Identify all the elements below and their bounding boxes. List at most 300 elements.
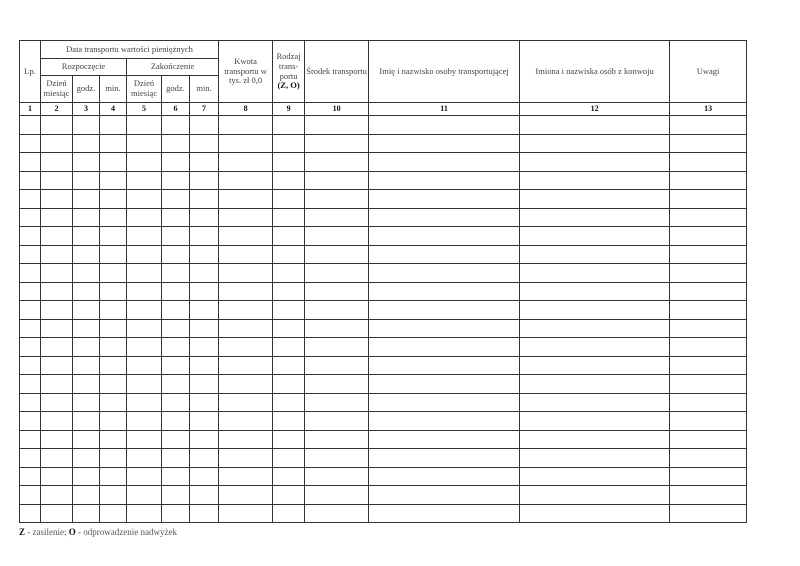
table-cell[interactable] xyxy=(41,393,73,412)
table-cell[interactable] xyxy=(41,486,73,505)
table-cell[interactable] xyxy=(41,412,73,431)
table-cell[interactable] xyxy=(190,467,219,486)
table-cell[interactable] xyxy=(73,190,100,209)
table-cell[interactable] xyxy=(127,412,162,431)
table-cell[interactable] xyxy=(190,116,219,135)
table-cell[interactable] xyxy=(305,227,369,246)
table-cell[interactable] xyxy=(127,319,162,338)
table-cell[interactable] xyxy=(127,504,162,523)
table-cell[interactable] xyxy=(127,301,162,320)
table-cell[interactable] xyxy=(670,171,747,190)
table-cell[interactable] xyxy=(219,393,273,412)
table-cell[interactable] xyxy=(369,449,520,468)
table-cell[interactable] xyxy=(305,338,369,357)
table-cell[interactable] xyxy=(162,301,190,320)
table-cell[interactable] xyxy=(670,430,747,449)
table-cell[interactable] xyxy=(190,171,219,190)
table-cell[interactable] xyxy=(73,356,100,375)
table-cell[interactable] xyxy=(369,412,520,431)
table-cell[interactable] xyxy=(273,171,305,190)
table-cell[interactable] xyxy=(520,356,670,375)
table-cell[interactable] xyxy=(73,245,100,264)
table-cell[interactable] xyxy=(369,245,520,264)
table-cell[interactable] xyxy=(190,227,219,246)
table-cell[interactable] xyxy=(162,375,190,394)
table-cell[interactable] xyxy=(520,430,670,449)
table-cell[interactable] xyxy=(20,208,41,227)
table-cell[interactable] xyxy=(219,319,273,338)
table-cell[interactable] xyxy=(670,153,747,172)
table-cell[interactable] xyxy=(100,301,127,320)
table-cell[interactable] xyxy=(520,264,670,283)
table-row xyxy=(20,319,747,338)
table-cell[interactable] xyxy=(219,375,273,394)
table-cell[interactable] xyxy=(670,375,747,394)
table-cell[interactable] xyxy=(127,356,162,375)
table-cell[interactable] xyxy=(670,282,747,301)
table-cell[interactable] xyxy=(100,375,127,394)
table-cell[interactable] xyxy=(369,190,520,209)
table-cell[interactable] xyxy=(20,134,41,153)
table-cell[interactable] xyxy=(100,208,127,227)
table-cell[interactable] xyxy=(520,190,670,209)
table-cell[interactable] xyxy=(41,504,73,523)
table-cell[interactable] xyxy=(100,245,127,264)
table-cell[interactable] xyxy=(73,393,100,412)
table-cell[interactable] xyxy=(73,449,100,468)
table-cell[interactable] xyxy=(20,467,41,486)
table-cell[interactable] xyxy=(73,227,100,246)
table-cell[interactable] xyxy=(190,449,219,468)
table-cell[interactable] xyxy=(305,208,369,227)
table-cell[interactable] xyxy=(190,190,219,209)
table-cell[interactable] xyxy=(520,338,670,357)
table-cell[interactable] xyxy=(369,393,520,412)
table-cell[interactable] xyxy=(219,301,273,320)
table-cell[interactable] xyxy=(273,153,305,172)
table-cell[interactable] xyxy=(305,245,369,264)
table-cell[interactable] xyxy=(20,319,41,338)
table-cell[interactable] xyxy=(100,171,127,190)
table-cell[interactable] xyxy=(73,504,100,523)
table-cell[interactable] xyxy=(670,264,747,283)
table-cell[interactable] xyxy=(305,134,369,153)
table-cell[interactable] xyxy=(73,171,100,190)
table-cell[interactable] xyxy=(219,190,273,209)
table-cell[interactable] xyxy=(73,338,100,357)
table-cell[interactable] xyxy=(670,338,747,357)
table-cell[interactable] xyxy=(369,171,520,190)
table-row xyxy=(20,393,747,412)
table-cell[interactable] xyxy=(73,375,100,394)
table-cell[interactable] xyxy=(100,190,127,209)
table-cell[interactable] xyxy=(20,227,41,246)
table-cell[interactable] xyxy=(670,134,747,153)
table-cell[interactable] xyxy=(369,338,520,357)
table-cell[interactable] xyxy=(20,153,41,172)
table-cell[interactable] xyxy=(219,449,273,468)
table-cell[interactable] xyxy=(127,393,162,412)
table-cell[interactable] xyxy=(127,282,162,301)
table-cell[interactable] xyxy=(41,430,73,449)
table-cell[interactable] xyxy=(162,412,190,431)
table-cell[interactable] xyxy=(100,412,127,431)
table-cell[interactable] xyxy=(670,412,747,431)
table-cell[interactable] xyxy=(273,208,305,227)
table-cell[interactable] xyxy=(162,393,190,412)
table-cell[interactable] xyxy=(162,116,190,135)
table-cell[interactable] xyxy=(369,356,520,375)
table-cell[interactable] xyxy=(273,393,305,412)
table-cell[interactable] xyxy=(20,430,41,449)
table-cell[interactable] xyxy=(20,264,41,283)
table-cell[interactable] xyxy=(305,375,369,394)
table-cell[interactable] xyxy=(520,486,670,505)
table-cell[interactable] xyxy=(41,282,73,301)
table-cell[interactable] xyxy=(219,486,273,505)
table-cell[interactable] xyxy=(670,245,747,264)
table-cell[interactable] xyxy=(305,356,369,375)
table-cell[interactable] xyxy=(190,319,219,338)
table-cell[interactable] xyxy=(219,338,273,357)
table-cell[interactable] xyxy=(670,504,747,523)
table-cell[interactable] xyxy=(100,264,127,283)
table-cell[interactable] xyxy=(127,116,162,135)
table-cell[interactable] xyxy=(20,190,41,209)
table-cell[interactable] xyxy=(305,282,369,301)
table-cell[interactable] xyxy=(190,134,219,153)
table-cell[interactable] xyxy=(20,449,41,468)
table-cell[interactable] xyxy=(73,116,100,135)
table-cell[interactable] xyxy=(162,245,190,264)
table-cell[interactable] xyxy=(369,116,520,135)
table-cell[interactable] xyxy=(100,449,127,468)
table-cell[interactable] xyxy=(190,153,219,172)
table-cell[interactable] xyxy=(73,264,100,283)
table-cell[interactable] xyxy=(41,227,73,246)
table-cell[interactable] xyxy=(20,116,41,135)
table-cell[interactable] xyxy=(162,504,190,523)
table-cell[interactable] xyxy=(100,486,127,505)
table-cell[interactable] xyxy=(41,301,73,320)
table-cell[interactable] xyxy=(162,134,190,153)
table-cell[interactable] xyxy=(73,412,100,431)
table-cell[interactable] xyxy=(162,467,190,486)
table-cell[interactable] xyxy=(369,208,520,227)
table-cell[interactable] xyxy=(305,430,369,449)
table-cell[interactable] xyxy=(273,245,305,264)
table-cell[interactable] xyxy=(20,245,41,264)
table-cell[interactable] xyxy=(100,467,127,486)
table-cell[interactable] xyxy=(219,116,273,135)
table-cell[interactable] xyxy=(520,116,670,135)
table-cell[interactable] xyxy=(190,412,219,431)
table-cell[interactable] xyxy=(273,504,305,523)
table-cell[interactable] xyxy=(190,338,219,357)
table-cell[interactable] xyxy=(127,208,162,227)
table-cell[interactable] xyxy=(100,338,127,357)
table-cell[interactable] xyxy=(219,504,273,523)
table-cell[interactable] xyxy=(305,301,369,320)
table-cell[interactable] xyxy=(520,393,670,412)
table-cell[interactable] xyxy=(41,190,73,209)
table-cell[interactable] xyxy=(190,375,219,394)
table-cell[interactable] xyxy=(20,356,41,375)
table-cell[interactable] xyxy=(190,504,219,523)
table-cell[interactable] xyxy=(670,116,747,135)
table-cell[interactable] xyxy=(20,412,41,431)
table-cell[interactable] xyxy=(670,227,747,246)
table-cell[interactable] xyxy=(369,153,520,172)
table-cell[interactable] xyxy=(100,116,127,135)
table-cell[interactable] xyxy=(20,504,41,523)
table-cell[interactable] xyxy=(73,467,100,486)
table-cell[interactable] xyxy=(162,208,190,227)
table-cell[interactable] xyxy=(41,134,73,153)
table-cell[interactable] xyxy=(369,504,520,523)
table-cell[interactable] xyxy=(162,171,190,190)
column-number: 7 xyxy=(190,103,219,116)
table-cell[interactable] xyxy=(41,153,73,172)
table-cell[interactable] xyxy=(219,171,273,190)
table-cell[interactable] xyxy=(73,486,100,505)
table-cell[interactable] xyxy=(273,134,305,153)
table-cell[interactable] xyxy=(273,467,305,486)
table-cell[interactable] xyxy=(305,504,369,523)
table-cell[interactable] xyxy=(305,171,369,190)
table-cell[interactable] xyxy=(127,486,162,505)
table-cell[interactable] xyxy=(219,356,273,375)
table-cell[interactable] xyxy=(670,319,747,338)
table-cell[interactable] xyxy=(41,208,73,227)
table-cell[interactable] xyxy=(127,430,162,449)
table-cell[interactable] xyxy=(100,319,127,338)
table-cell[interactable] xyxy=(219,227,273,246)
table-cell[interactable] xyxy=(162,264,190,283)
column-number: 10 xyxy=(305,103,369,116)
table-cell[interactable] xyxy=(127,467,162,486)
table-cell[interactable] xyxy=(369,467,520,486)
table-cell[interactable] xyxy=(520,245,670,264)
table-cell[interactable] xyxy=(127,227,162,246)
table-cell[interactable] xyxy=(273,375,305,394)
table-cell[interactable] xyxy=(219,208,273,227)
table-cell[interactable] xyxy=(100,356,127,375)
table-cell[interactable] xyxy=(305,467,369,486)
table-cell[interactable] xyxy=(273,356,305,375)
table-cell[interactable] xyxy=(520,412,670,431)
table-row xyxy=(20,375,747,394)
table-cell[interactable] xyxy=(73,282,100,301)
table-cell[interactable] xyxy=(520,282,670,301)
table-cell[interactable] xyxy=(305,264,369,283)
table-cell[interactable] xyxy=(127,375,162,394)
table-cell[interactable] xyxy=(41,245,73,264)
table-cell[interactable] xyxy=(127,190,162,209)
table-cell[interactable] xyxy=(162,356,190,375)
table-cell[interactable] xyxy=(273,486,305,505)
header-vehicle: Środek transportu xyxy=(305,41,369,103)
table-cell[interactable] xyxy=(162,338,190,357)
table-cell[interactable] xyxy=(73,319,100,338)
table-cell[interactable] xyxy=(305,393,369,412)
table-cell[interactable] xyxy=(305,412,369,431)
table-cell[interactable] xyxy=(41,171,73,190)
table-cell[interactable] xyxy=(219,430,273,449)
table-cell[interactable] xyxy=(73,430,100,449)
header-transport-type-codes: (Z, O) xyxy=(277,80,300,91)
table-cell[interactable] xyxy=(20,171,41,190)
table-cell[interactable] xyxy=(670,190,747,209)
table-cell[interactable] xyxy=(273,338,305,357)
table-cell[interactable] xyxy=(219,282,273,301)
table-cell[interactable] xyxy=(219,153,273,172)
table-cell[interactable] xyxy=(219,412,273,431)
table-cell[interactable] xyxy=(670,467,747,486)
table-cell[interactable] xyxy=(73,134,100,153)
table-cell[interactable] xyxy=(520,319,670,338)
footnote-legend xyxy=(19,527,177,537)
table-cell[interactable] xyxy=(190,264,219,283)
table-cell[interactable] xyxy=(273,301,305,320)
table-cell[interactable] xyxy=(73,153,100,172)
table-cell[interactable] xyxy=(219,467,273,486)
table-cell[interactable] xyxy=(369,486,520,505)
table-cell[interactable] xyxy=(162,227,190,246)
table-cell[interactable] xyxy=(219,134,273,153)
table-cell[interactable] xyxy=(369,264,520,283)
table-cell[interactable] xyxy=(41,338,73,357)
table-cell[interactable] xyxy=(127,245,162,264)
table-cell[interactable] xyxy=(369,319,520,338)
table-cell[interactable] xyxy=(162,319,190,338)
table-cell[interactable] xyxy=(127,153,162,172)
table-cell[interactable] xyxy=(20,393,41,412)
table-cell[interactable] xyxy=(520,467,670,486)
table-cell[interactable] xyxy=(41,449,73,468)
table-cell[interactable] xyxy=(73,208,100,227)
table-cell[interactable] xyxy=(520,171,670,190)
table-cell[interactable] xyxy=(273,190,305,209)
table-cell[interactable] xyxy=(520,227,670,246)
table-cell[interactable] xyxy=(369,301,520,320)
table-cell[interactable] xyxy=(369,227,520,246)
header-hour-end: godz. xyxy=(162,76,190,103)
table-cell[interactable] xyxy=(305,116,369,135)
table-cell[interactable] xyxy=(670,356,747,375)
table-cell[interactable] xyxy=(190,430,219,449)
table-cell[interactable] xyxy=(520,208,670,227)
table-cell[interactable] xyxy=(369,430,520,449)
table-cell[interactable] xyxy=(305,190,369,209)
table-cell[interactable] xyxy=(190,301,219,320)
table-cell[interactable] xyxy=(670,301,747,320)
table-cell[interactable] xyxy=(190,393,219,412)
table-cell[interactable] xyxy=(670,393,747,412)
table-cell[interactable] xyxy=(41,116,73,135)
table-cell[interactable] xyxy=(273,116,305,135)
table-cell[interactable] xyxy=(520,375,670,394)
table-cell[interactable] xyxy=(41,319,73,338)
table-cell[interactable] xyxy=(305,319,369,338)
table-cell[interactable] xyxy=(41,467,73,486)
table-cell[interactable] xyxy=(520,134,670,153)
table-cell[interactable] xyxy=(100,393,127,412)
table-cell[interactable] xyxy=(273,319,305,338)
table-cell[interactable] xyxy=(190,282,219,301)
table-cell[interactable] xyxy=(273,264,305,283)
table-cell[interactable] xyxy=(20,338,41,357)
table-cell[interactable] xyxy=(190,245,219,264)
table-cell[interactable] xyxy=(520,504,670,523)
table-row xyxy=(20,467,747,486)
table-cell[interactable] xyxy=(273,412,305,431)
table-cell[interactable] xyxy=(670,208,747,227)
table-cell[interactable] xyxy=(190,356,219,375)
table-cell[interactable] xyxy=(41,264,73,283)
table-row xyxy=(20,134,747,153)
table-cell[interactable] xyxy=(100,504,127,523)
table-cell[interactable] xyxy=(305,153,369,172)
table-cell[interactable] xyxy=(41,375,73,394)
table-cell[interactable] xyxy=(273,282,305,301)
table-cell[interactable] xyxy=(273,430,305,449)
table-cell[interactable] xyxy=(219,264,273,283)
table-cell[interactable] xyxy=(20,301,41,320)
table-cell[interactable] xyxy=(100,227,127,246)
table-cell[interactable] xyxy=(100,153,127,172)
table-cell[interactable] xyxy=(127,264,162,283)
table-cell[interactable] xyxy=(273,227,305,246)
table-cell[interactable] xyxy=(41,356,73,375)
table-cell[interactable] xyxy=(520,153,670,172)
table-cell[interactable] xyxy=(162,153,190,172)
table-cell[interactable] xyxy=(20,375,41,394)
table-cell[interactable] xyxy=(219,245,273,264)
table-cell[interactable] xyxy=(190,486,219,505)
table-cell[interactable] xyxy=(670,449,747,468)
table-cell[interactable] xyxy=(520,449,670,468)
header-transport-type-label: Rodzaj trans-portu xyxy=(276,50,301,81)
table-cell[interactable] xyxy=(162,190,190,209)
table-cell[interactable] xyxy=(100,282,127,301)
table-cell[interactable] xyxy=(127,171,162,190)
table-cell[interactable] xyxy=(162,282,190,301)
table-cell[interactable] xyxy=(20,486,41,505)
table-cell[interactable] xyxy=(162,486,190,505)
table-cell[interactable] xyxy=(127,134,162,153)
column-number: 6 xyxy=(162,103,190,116)
table-cell[interactable] xyxy=(520,301,670,320)
table-cell[interactable] xyxy=(100,430,127,449)
table-cell[interactable] xyxy=(162,449,190,468)
table-cell[interactable] xyxy=(273,449,305,468)
table-row xyxy=(20,449,747,468)
table-cell[interactable] xyxy=(369,375,520,394)
table-cell[interactable] xyxy=(162,430,190,449)
table-cell[interactable] xyxy=(369,134,520,153)
table-cell[interactable] xyxy=(369,282,520,301)
table-cell[interactable] xyxy=(127,338,162,357)
table-cell[interactable] xyxy=(305,486,369,505)
table-cell[interactable] xyxy=(127,449,162,468)
table-cell[interactable] xyxy=(670,486,747,505)
table-cell[interactable] xyxy=(190,208,219,227)
table-cell[interactable] xyxy=(20,282,41,301)
table-cell[interactable] xyxy=(305,449,369,468)
table-cell[interactable] xyxy=(100,134,127,153)
table-cell[interactable] xyxy=(73,301,100,320)
